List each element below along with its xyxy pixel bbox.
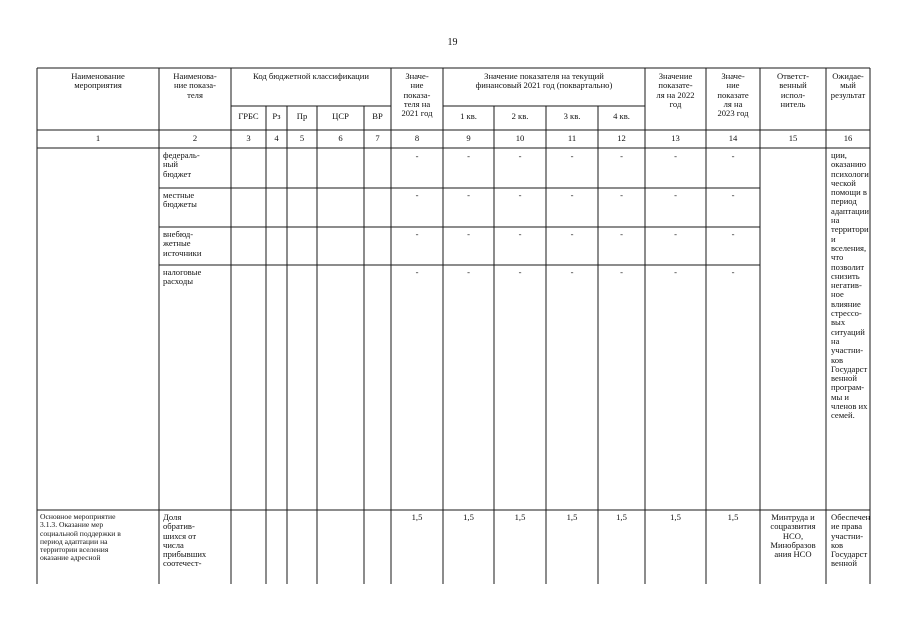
column-number: 8 [414, 133, 420, 143]
header-csr: ЦСР [332, 111, 349, 121]
row-value: - [467, 190, 470, 200]
column-number: 12 [617, 133, 626, 143]
column-number: 6 [338, 133, 343, 143]
header-expected-result: Ожидае- мый результат [830, 71, 866, 100]
column-number: 2 [192, 133, 198, 143]
row-value: - [570, 190, 574, 200]
row-value: - [731, 267, 735, 277]
row-value: - [731, 151, 735, 161]
row-value: - [415, 229, 419, 239]
header-activity-name: Наименование мероприятия [71, 71, 125, 91]
column-number: 13 [671, 133, 680, 143]
header-q2: 2 кв. [511, 111, 529, 121]
header-value-2023: Значе- ние показате ля на 2023 год [717, 71, 749, 119]
header-q3: 3 кв. [563, 111, 581, 121]
column-number: 9 [466, 133, 471, 143]
row-value: - [620, 190, 623, 200]
header-pr: Пр [296, 111, 308, 121]
main-activity-value: 1,5 [566, 512, 578, 522]
column-number: 5 [299, 133, 305, 143]
expected-result-continued: ции, оказанию психологи ческой помощи в период адаптации на территори и вселения, что позволит снизить негатив- ное влияние стрессо- вых ситуаций на участни- ков Государст венной програм- мы и членов их семей. [831, 150, 869, 421]
header-responsible: Ответст- венный испол- нитель [776, 71, 810, 109]
row-value: - [674, 229, 677, 239]
row-value: - [674, 151, 677, 161]
header-indicator-name: Наименова- ние показа- теля [173, 71, 217, 100]
main-activity-indicator: Доля обратив- шихся от числа прибывших соотечест- [163, 512, 207, 569]
row-value: - [518, 267, 522, 277]
header-budget-code: Код бюджетной классификации [253, 71, 369, 81]
row-value: - [415, 190, 419, 200]
header-rz: Рз [272, 111, 281, 121]
main-activity-expected-result: Обеспечен ие права участни- ков Государст венной [831, 512, 871, 569]
column-number: 15 [788, 133, 798, 143]
main-activity-value: 1,5 [463, 512, 474, 522]
row-value: - [415, 267, 419, 277]
row-value: - [518, 151, 522, 161]
main-activity-value: 1,5 [670, 512, 681, 522]
main-activity-responsible: Минтруда и соцразвития НСО, Минобразов ания НСО [770, 512, 816, 560]
column-number: 14 [728, 133, 738, 143]
row-value: - [415, 151, 419, 161]
header-value-2022: Значение показате- ля на 2022 год [656, 71, 695, 109]
header-q1: 1 кв. [460, 111, 477, 121]
funding-source-label: налоговые расходы [163, 267, 202, 287]
main-activity-value: 1,5 [411, 512, 423, 522]
row-value: - [570, 151, 574, 161]
row-value: - [731, 229, 735, 239]
column-number: 7 [375, 133, 380, 143]
row-value: - [518, 229, 522, 239]
header-q4: 4 кв. [613, 111, 630, 121]
funding-source-label: федераль- ный бюджет [163, 150, 200, 179]
row-value: - [467, 267, 470, 277]
header-value-2021: Значе- ние показа- теля на 2021 год [401, 71, 433, 119]
funding-source-label: внебюд- жетные источники [163, 229, 202, 258]
main-activity-value: 1,5 [514, 512, 526, 522]
row-value: - [518, 190, 522, 200]
column-number: 1 [95, 133, 101, 143]
row-value: - [467, 151, 470, 161]
main-activity-name: Основное мероприятие 3.1.3. Оказание мер социальной поддержки в период адаптации на территории вселения оказание адресной [40, 512, 121, 563]
row-value: - [467, 229, 470, 239]
row-value: - [731, 190, 735, 200]
column-number: 4 [274, 133, 279, 143]
column-number: 10 [515, 133, 525, 143]
row-value: - [620, 151, 623, 161]
page-number: 19 [447, 37, 458, 48]
main-activity-value: 1,5 [616, 512, 627, 522]
header-vr: ВР [372, 111, 383, 121]
row-value: - [570, 229, 574, 239]
column-number: 16 [843, 133, 853, 143]
column-number: 11 [567, 133, 577, 143]
row-value: - [620, 267, 623, 277]
column-number: 3 [246, 133, 251, 143]
row-value: - [674, 190, 677, 200]
header-grbs: ГРБС [238, 111, 259, 121]
row-value: - [620, 229, 623, 239]
row-value: - [570, 267, 574, 277]
header-current-year: Значение показателя на текущий финансовый 2021 год (поквартально) [475, 71, 613, 91]
main-activity-value: 1,5 [727, 512, 739, 522]
funding-source-label: местные бюджеты [163, 190, 197, 210]
row-value: - [674, 267, 677, 277]
